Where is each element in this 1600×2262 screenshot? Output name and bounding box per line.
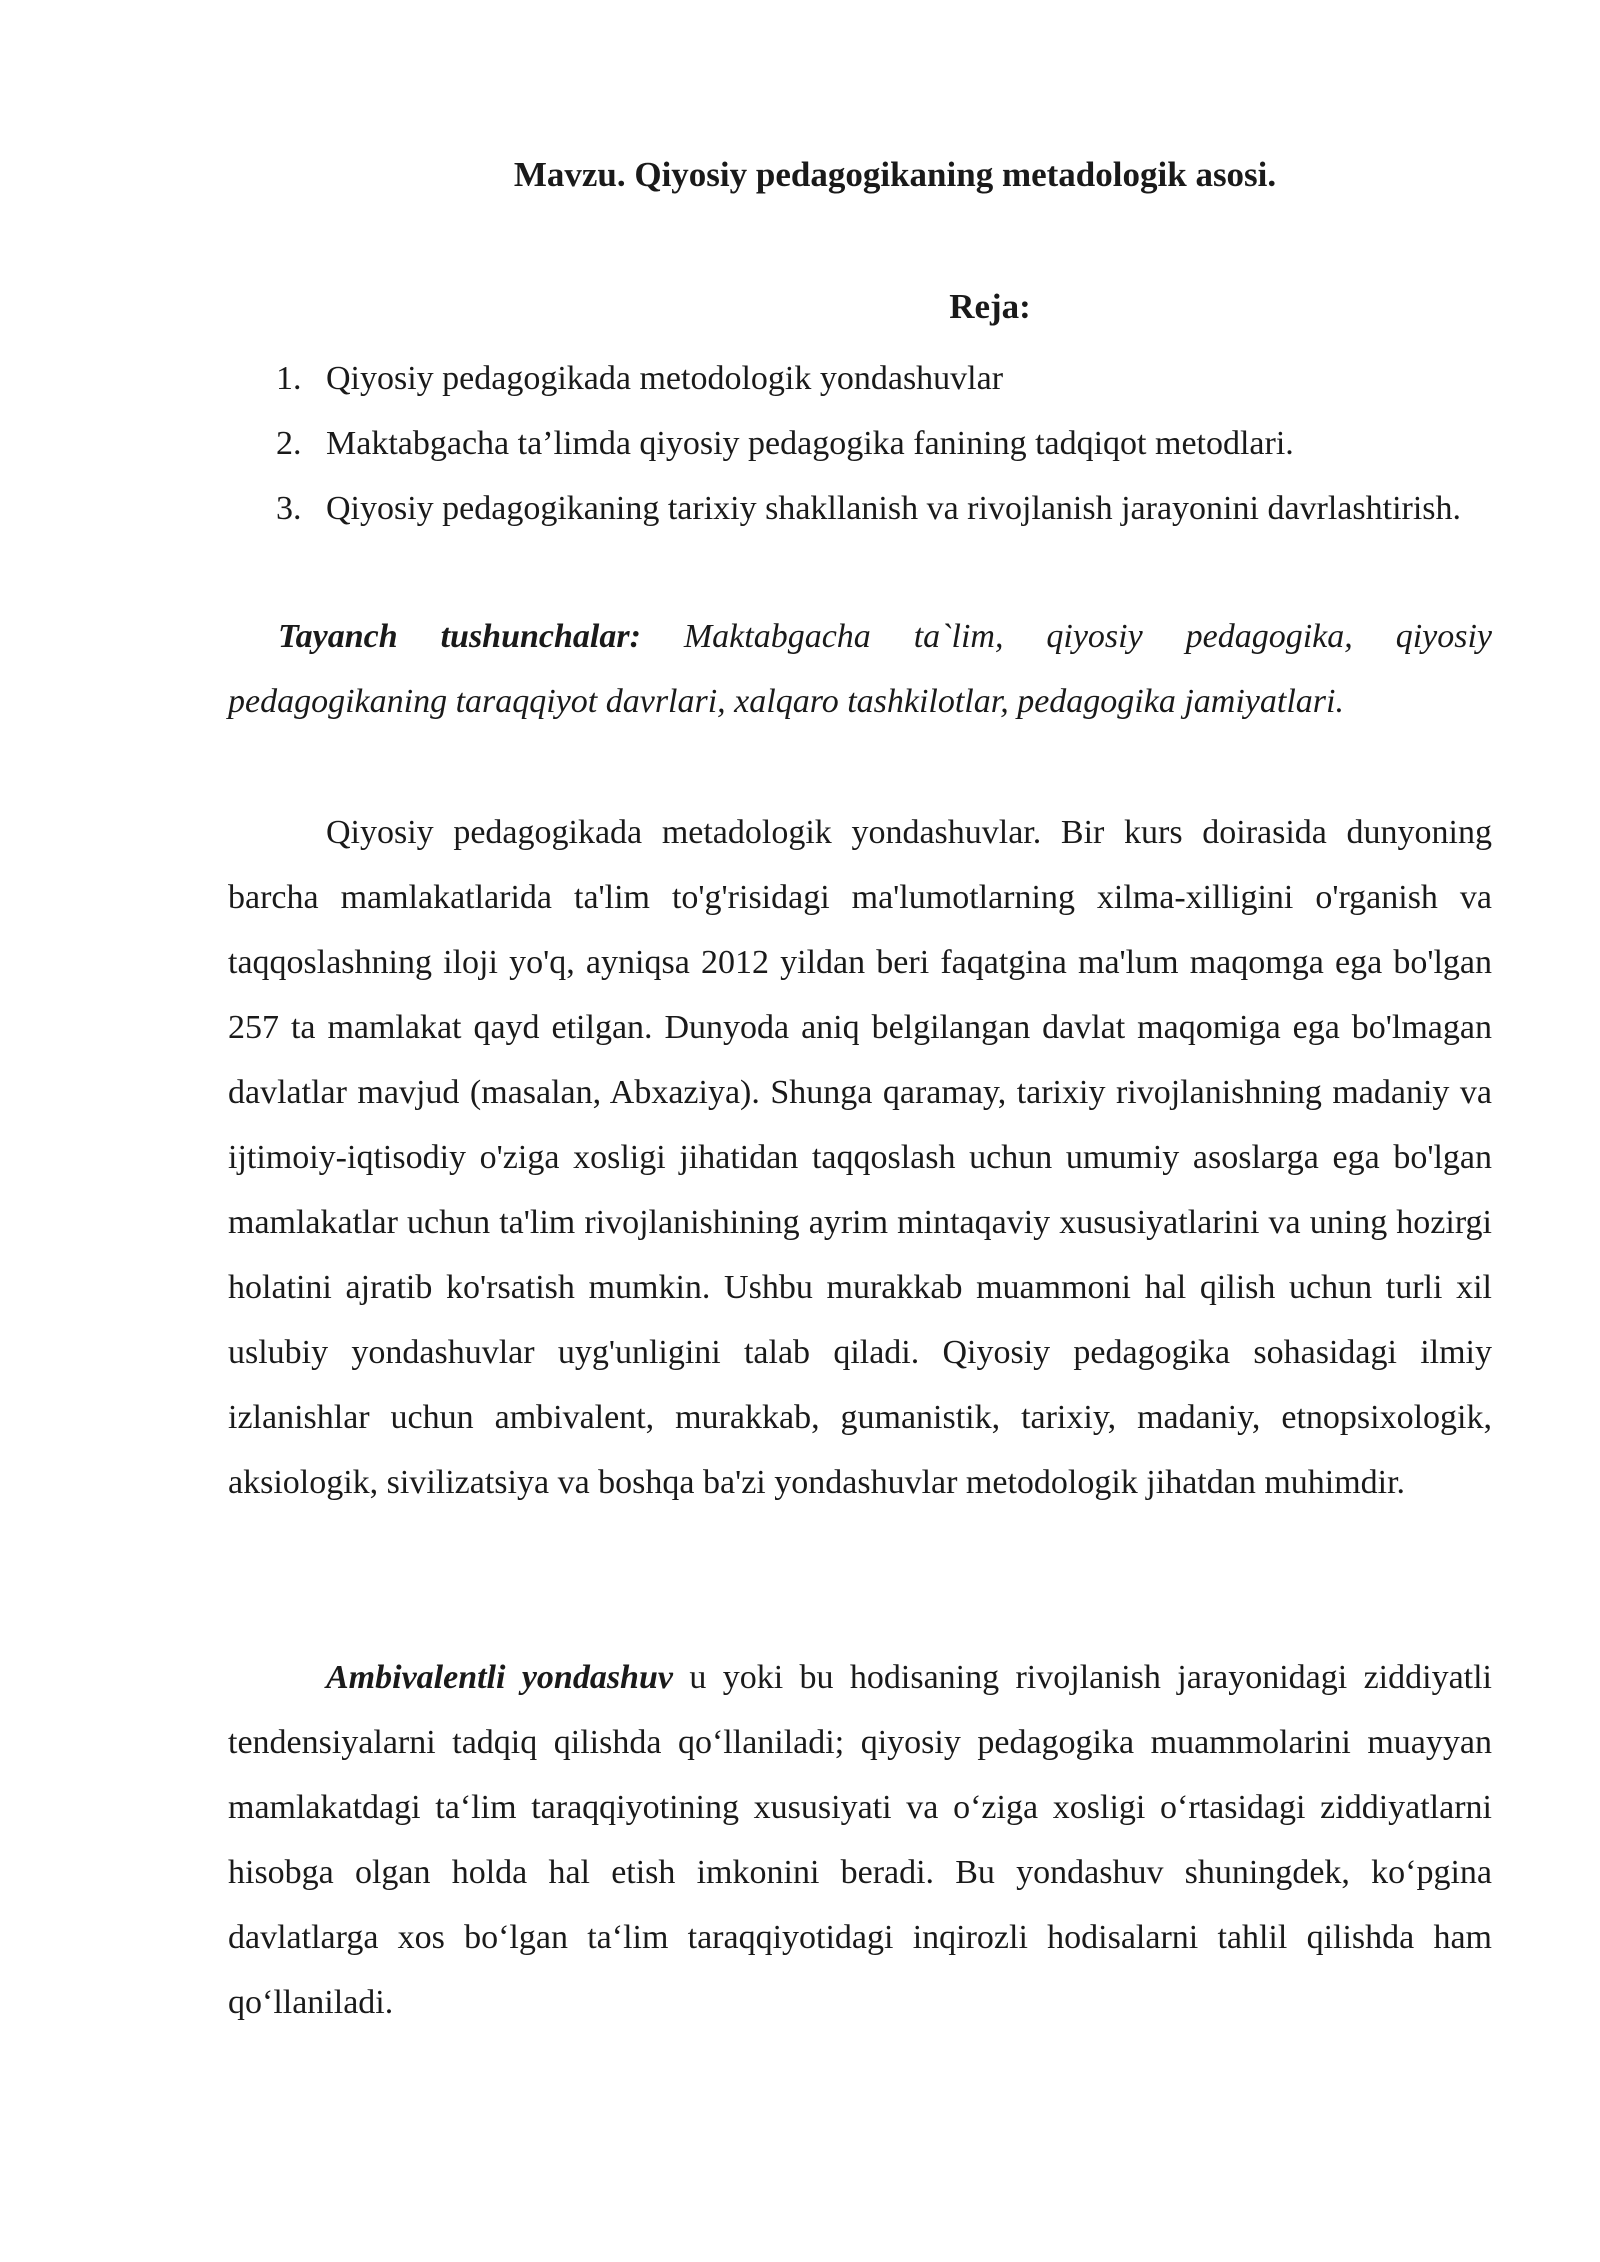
paragraph-2-text: u yoki bu hodisaning rivojlanish jarayonidagi ziddiyatli tendensiyalarni tadqiq qilishda qo‘llaniladi; qiyosiy pedagogika muammolarini muayyan mamlakatdagi ta‘lim taraqqiyotining xususiyati va o‘ziga xosligi o‘rtasidagi ziddiyatlarni hisobga olgan holda hal etish imkonini beradi. Bu yondashuv shuningdek, ko‘pgina davlatlarga xos bo‘lgan ta‘lim taraqqiyotidagi inqirozli hodisalarni tahlil qilishda ham qo‘llaniladi. [228,1659,1493,2021]
plan-item-number: 2. [276,425,302,462]
plan-item-number: 3. [276,490,302,527]
plan-item-text: Qiyosiy pedagogikada metodologik yondashuvlar [326,360,1004,397]
plan-heading: Reja: [949,287,1031,326]
body-paragraph-2 [228,1645,1492,2035]
body-paragraph-1: Qiyosiy pedagogikada metadologik yondashuvlar. Bir kurs doirasida dunyoning barcha mamlakatlarida ta'lim to'g'risidagi ma'lumotlarning xilma-xilligini o'rganish va taqqoslashning iloji yo'q, ayniqsa 2012 yildan beri faqatgina ma'lum maqomga ega bo'lgan 257 ta mamlakat qayd etilgan. Dunyoda aniq belgilangan davlat maqomiga ega bo'lmagan davlatlar mavjud (masalan, Abxaziya). Shunga qaramay, tarixiy rivojlanishning madaniy va ijtimoiy-iqtisodiy o'ziga xosligi jihatidan taqqoslash uchun umumiy asoslarga ega bo'lgan mamlakatlar uchun ta'lim rivojlanishining ayrim mintaqaviy xususiyatlarini va uning hozirgi holatini ajratib ko'rsatish mumkin. Ushbu murakkab muammoni hal qilish uchun turli xil uslubiy yondashuvlar uyg'unligini talab qiladi. Qiyosiy pedagogika sohasidagi ilmiy izlanishlar uchun ambivalent, murakkab, gumanistik, tarixiy, madaniy, etnopsixologik, aksiologik, sivilizatsiya va boshqa ba'zi yondashuvlar metodologik jihatdan muhimdir. [228,814,1492,1501]
plan-item [228,476,1492,541]
keywords-text: Maktabgacha ta`lim, qiyosiy pedagogika, qiyosiy pedagogikaning taraqqiyot davrlari, xalqaro tashkilotlar, pedagogika jamiyatlari. [228,618,1492,720]
plan-item-number: 1. [276,360,302,397]
paragraph-2-lead: Ambivalentli yondashuv [326,1659,673,1696]
plan-item-text: Qiyosiy pedagogikaning tarixiy shakllanish va rivojlanish jarayonini davrlashtirish. [326,490,1462,527]
keywords-label: Tayanch tushunchalar: [278,618,641,655]
plan-item [228,411,1492,476]
plan-item [228,346,1492,411]
plan-item-text: Maktabgacha ta’limda qiyosiy pedagogika fanining tadqiqot metodlari. [326,425,1294,462]
document-title: Mavzu. Qiyosiy pedagogikaning metadologik asosi. [513,155,1277,194]
plan-list [228,346,1492,541]
keywords-paragraph [228,604,1492,734]
